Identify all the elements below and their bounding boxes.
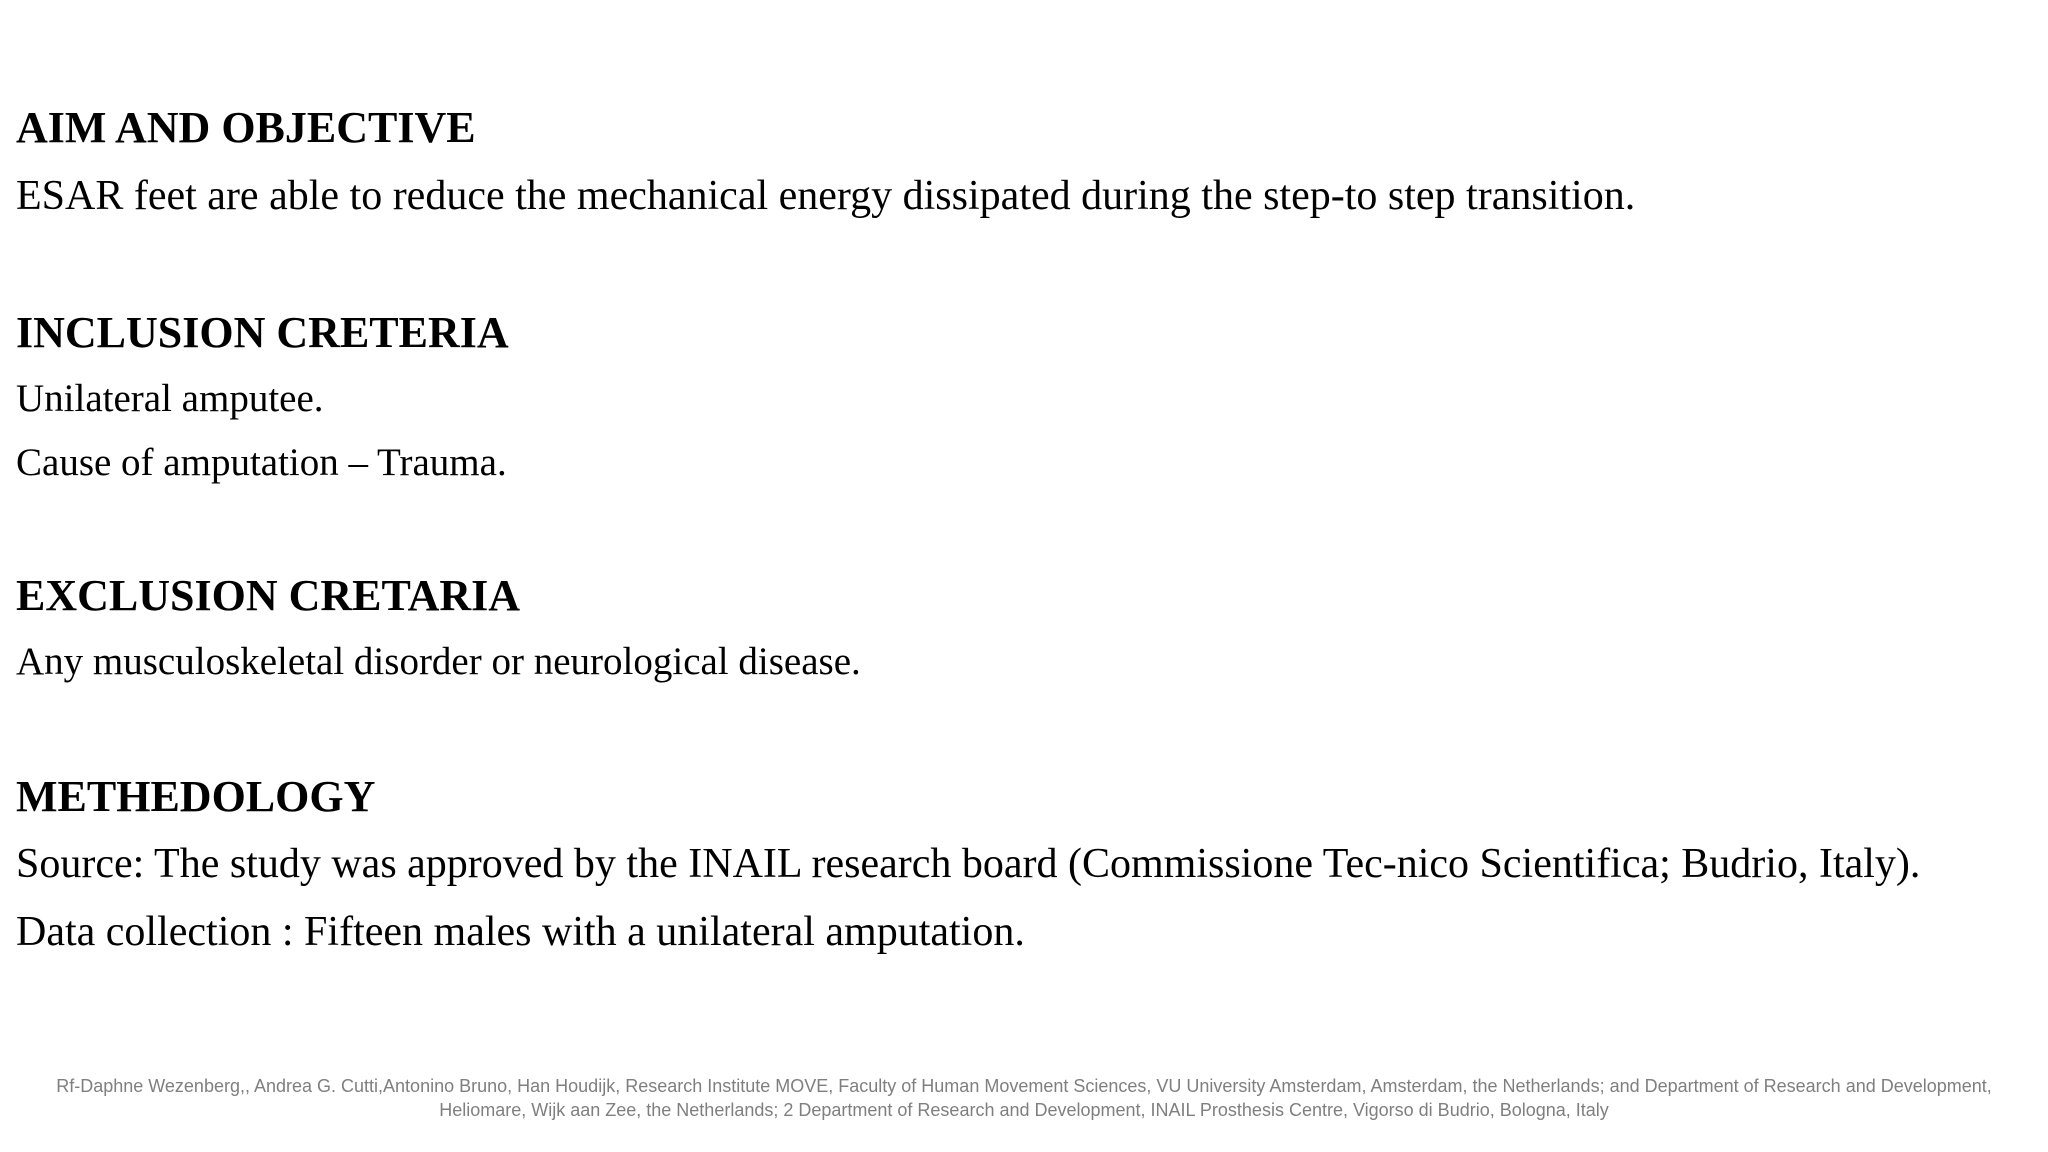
methodology-heading: METHEDOLOGY xyxy=(16,772,376,821)
reference-footer-line-1: Rf-Daphne Wezenberg,, Andrea G. Cutti,Antonino Bruno, Han Houdijk, Research Institute MOVE, Faculty of Human Movement Sciences, VU University Amsterdam, Amsterdam, the Netherlands; and Department of Research and Development, xyxy=(56,1076,1992,1096)
inclusion-heading: INCLUSION CRETERIA xyxy=(16,308,509,357)
exclusion-item-1: Any musculoskeletal disorder or neurological disease. xyxy=(16,640,861,683)
inclusion-item-2: Cause of amputation – Trauma. xyxy=(16,441,507,484)
methodology-data-collection: Data collection : Fifteen males with a unilateral amputation. xyxy=(16,909,1025,955)
reference-footer-line-2: Heliomare, Wijk aan Zee, the Netherlands; 2 Department of Research and Development, INAIL Prosthesis Centre, Vigorso di Budrio, Bologna, Italy xyxy=(439,1100,1609,1120)
inclusion-item-1: Unilateral amputee. xyxy=(16,377,324,420)
methodology-source: Source: The study was approved by the INAIL research board (Commissione Tec-nico Scientifica; Budrio, Italy). xyxy=(16,841,1921,887)
aim-text: ESAR feet are able to reduce the mechanical energy dissipated during the step-to step transition. xyxy=(16,173,1636,219)
aim-heading: AIM AND OBJECTIVE xyxy=(16,103,476,152)
exclusion-heading: EXCLUSION CRETARIA xyxy=(16,571,521,620)
